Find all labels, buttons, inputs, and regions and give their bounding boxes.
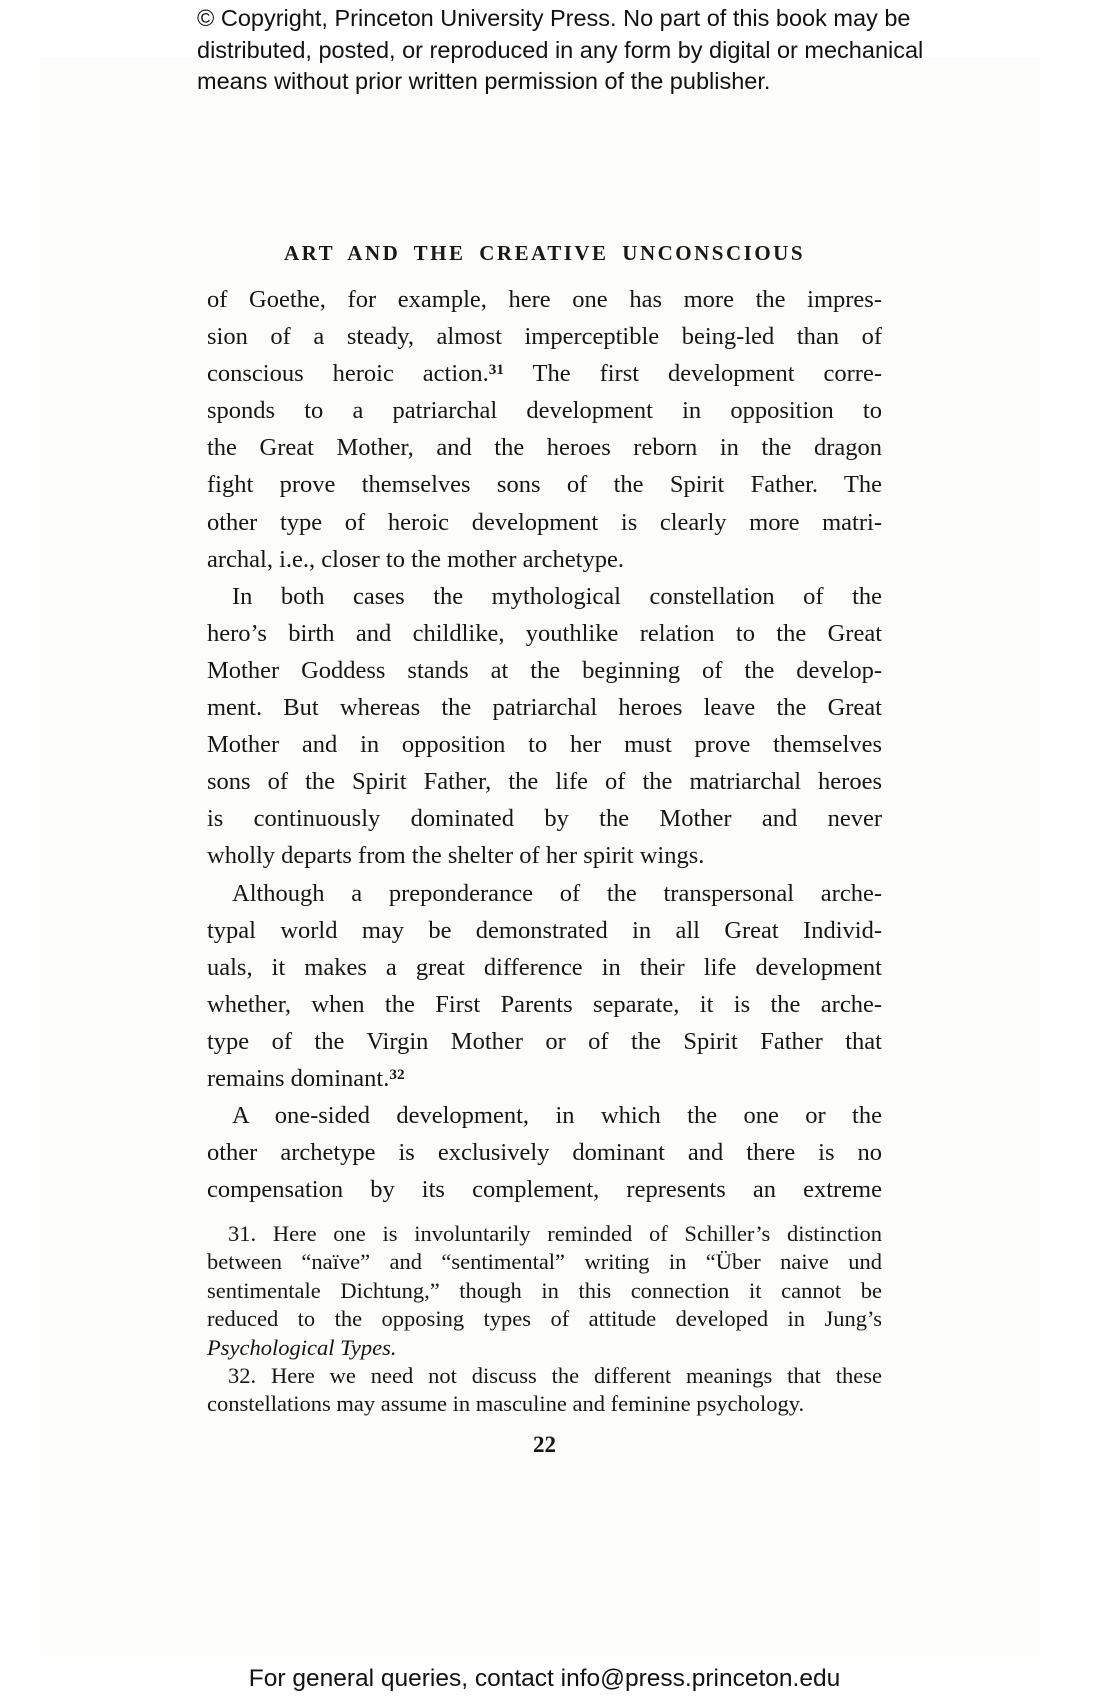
text-segment: The first development corre- bbox=[503, 360, 882, 388]
footnote-ref: 31 bbox=[488, 361, 504, 379]
text-segment: hero’s birth and childlike, youthlike relation to the Great bbox=[207, 619, 882, 647]
text-segment: uals, it makes a great difference in their life development bbox=[207, 953, 882, 981]
body-line bbox=[207, 281, 882, 318]
text-segment: the Great Mother, and the heroes reborn in the dragon bbox=[207, 434, 882, 462]
running-header: ART AND THE CREATIVE UNCONSCIOUS bbox=[283, 241, 806, 265]
body-line bbox=[207, 986, 882, 1023]
body-line bbox=[207, 429, 882, 466]
body-line bbox=[207, 875, 882, 912]
body-line bbox=[207, 912, 882, 949]
text-segment: reduced to the opposing types of attitude developed in Jung’s bbox=[207, 1306, 882, 1332]
text-segment: constellations may assume in masculine and feminine psychology. bbox=[207, 1391, 805, 1417]
text-segment: sponds to a patriarchal development in opposition to bbox=[207, 397, 882, 425]
footnote-line bbox=[207, 1248, 882, 1276]
text-segment: type of the Virgin Mother or of the Spirit Father that bbox=[207, 1027, 882, 1055]
body-line bbox=[207, 578, 882, 615]
body-line bbox=[207, 949, 882, 986]
text-segment: 32. Here we need not discuss the different meanings that these bbox=[228, 1363, 882, 1389]
footnote-ref: 32 bbox=[389, 1066, 405, 1084]
copyright-line: distributed, posted, or reproduced in any form by digital or mechanical bbox=[197, 36, 924, 63]
text-segment: typal world may be demonstrated in all Great Individ- bbox=[207, 916, 882, 944]
text-segment: ment. But whereas the patriarchal heroes leave the Great bbox=[207, 694, 882, 722]
text-segment: remains dominant. bbox=[207, 1064, 390, 1092]
body-line bbox=[207, 652, 882, 689]
text-segment: In both cases the mythological constellation of the bbox=[232, 582, 882, 610]
footnote-line bbox=[207, 1362, 882, 1390]
body-line bbox=[207, 1171, 882, 1208]
body-line bbox=[207, 466, 882, 503]
text-segment: Mother and in opposition to her must prove themselves bbox=[207, 731, 882, 759]
body-line bbox=[207, 726, 882, 763]
text-segment: Mother Goddess stands at the beginning of the develop- bbox=[207, 656, 882, 684]
text-segment: 31. Here one is involuntarily reminded of Schiller’s distinction bbox=[228, 1221, 882, 1246]
text-segment: whether, when the First Parents separate, it is the arche- bbox=[207, 990, 882, 1018]
body-line bbox=[207, 1134, 882, 1171]
text-segment: of Goethe, for example, here one has more the impres- bbox=[207, 286, 882, 313]
text-segment: between “naïve” and “sentimental” writing in “Über naive und bbox=[207, 1249, 882, 1275]
body-line bbox=[207, 689, 882, 726]
text-segment: compensation by its complement, represents an extreme bbox=[207, 1176, 882, 1204]
body-line bbox=[207, 392, 882, 429]
body-line bbox=[207, 763, 882, 800]
footer-contact: For general queries, contact info@press.princeton.edu bbox=[248, 1665, 841, 1692]
text-segment: sentimentale Dichtung,” though in this connection it cannot be bbox=[207, 1277, 882, 1303]
copyright-notice bbox=[197, 3, 937, 98]
text-segment: wholly departs from the shelter of her spirit wings. bbox=[207, 842, 705, 870]
text-segment: A one-sided development, in which the one or the bbox=[232, 1102, 882, 1130]
copyright-line: means without prior written permission of the publisher. bbox=[197, 68, 771, 94]
body-line bbox=[207, 318, 882, 355]
footnotes bbox=[207, 1220, 882, 1419]
text-segment: archal, i.e., closer to the mother archetype. bbox=[207, 545, 624, 573]
copyright-line: © Copyright, Princeton University Press. No part of this book may be bbox=[197, 5, 911, 31]
body-text bbox=[207, 281, 882, 1208]
body-line bbox=[207, 1023, 882, 1060]
text-segment: sion of a steady, almost imperceptible being-led than of bbox=[207, 323, 882, 351]
footnote-line bbox=[207, 1334, 882, 1362]
text-segment: other type of heroic development is clearly more matri- bbox=[207, 508, 882, 536]
body-line bbox=[207, 1060, 882, 1097]
footnote-line bbox=[207, 1305, 882, 1333]
footnote-line bbox=[207, 1277, 882, 1305]
page-number: 22 bbox=[533, 1432, 556, 1457]
text-segment: other archetype is exclusively dominant and there is no bbox=[207, 1139, 882, 1167]
body-line bbox=[207, 504, 882, 541]
italic-title: Psychological Types. bbox=[207, 1334, 397, 1360]
body-line bbox=[207, 837, 882, 874]
body-line bbox=[207, 355, 882, 392]
footnote-line bbox=[207, 1220, 882, 1248]
text-segment: fight prove themselves sons of the Spirit Father. The bbox=[207, 471, 882, 499]
text-segment: is continuously dominated by the Mother and never bbox=[207, 805, 882, 833]
body-line bbox=[207, 541, 882, 578]
text-segment: Although a preponderance of the transpersonal arche- bbox=[232, 879, 882, 907]
text-segment: sons of the Spirit Father, the life of the matriarchal heroes bbox=[207, 768, 882, 796]
text-segment: conscious heroic action. bbox=[207, 360, 489, 388]
body-line bbox=[207, 615, 882, 652]
body-line bbox=[207, 800, 882, 837]
body-line bbox=[207, 1097, 882, 1134]
footnote-line bbox=[207, 1390, 882, 1418]
